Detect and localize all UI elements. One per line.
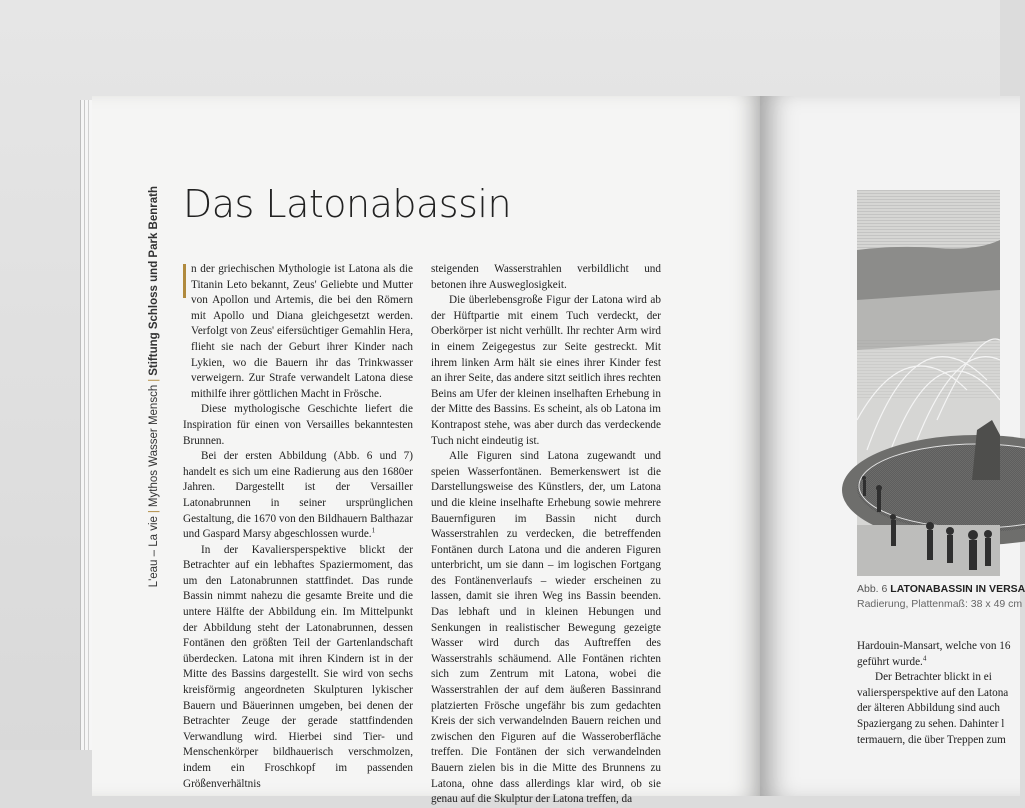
paragraph: Diese mythologische Geschichte liefert die Inspiration für einen von Versailles bekanntesten Brunnen. [183,403,413,447]
paragraph: n der griechischen Mythologie ist Latona als die Titanin Leto bekannt, Zeus' Geliebte und Mutter von Apollon und Artemis, die bei den Römern mit Apollo und Diana gleichgesetzt werden. Verfolgt von Zeus' eifersüchtiger Gemahlin Hera, flieht sie nach der Geburt ihrer Kinder nach Lykien, wo die Bauern ihr das Trinkwasser verweigern. Zur Strafe verwandelt Latona diese mithilfe ihrer göttlichen Macht in Frösche. [191,263,413,400]
paragraph: steigenden Wasserstrahlen verbildlicht und betonen ihre Ausweglosigkeit. [431,263,661,291]
running-head [143,186,165,606]
paragraph-line: Der Betrachter blickt in ei [875,671,992,684]
paragraph: In der Kavaliersperspektive blickt der Betrachter auf ein lebhaftes Spaziermoment, das um den Latonabrunnen stattfindet. Das runde Bassin nimmt nahezu die gesamte Breite und die untere Hälfte der Abbildung ein. Im Mittelpunkt der Abbildung steht der Latonabrunnen, dessen Fontänen den größten Teil der Gartenlandschaft überdecken. Latona mit ihren Kindern ist in der Mitte des Bassins dargestellt. Sie wird von sechs kreisförmig angeordneten Skulpturen lykischer Bauern und Bäuerinnen umgeben, bei denen der Betrachter Zeuge der gerade stattfindenden Verwandlung wird. Hierbei sind Tier- und Menschenkörper bildhauerisch verschmolzen, indem ein Froschkopf im passenden Größenverhältnis [183,543,413,790]
paragraph-line: Hardouin-Mansart, welche von 16 [857,640,1011,652]
figure-title: LATONABASSIN IN VERSA [890,583,1025,595]
article-title: Das Latonabassin [183,182,512,226]
paragraph-line: Spaziergang zu sehen. Dahinter l [857,717,1005,730]
paragraph: Die überlebensgroße Figur der Latona wird ab der Hüftpartie mit einem Tuch verdeckt, der Oberkörper ist nicht verhüllt. Ihr rechter Arm wird in einem Zeigegestus zur Seite gestreckt. Mit ihrem linken Arm hält sie eines ihrer Kinder fest an ihrer Seite, das andere sitzt seitlich ihres rechten Beins am Ufer der kleinen inselhaften Erhebung in der Mitte des Bassins. Es scheint, als ob Latona im Kontrapost stehe, was aber durch das verdeckende Tuch nicht eindeutig ist. [431,294,661,447]
figure-caption [857,583,1025,595]
running-head-part2: Mythos Wasser Mensch [148,384,160,508]
paragraph-text: geführt wurde. [857,655,923,668]
figure-number: Abb. 6 [857,583,888,595]
footnote-ref[interactable]: 1 [371,526,376,535]
paragraph-text: Bei der ersten Abbildung (Abb. 6 und 7) handelt es sich um eine Radierung aus den 1680er Jahren. Dargestellt ist der Versailler Latonabrunnen in seiner ursprünglichen Gestaltung, die 1670 von den Bildhauern Balthazar und Gaspard Marsy abgeschlossen wurde. [183,450,413,541]
paragraph [183,449,413,543]
running-head-part1: L'eau – La vie [148,516,160,588]
running-head-part3: Stiftung Schloss und Park Benrath [148,186,160,376]
engraving-image [857,190,1000,576]
separator: | [148,510,160,514]
text-column-2 [431,262,661,808]
footnote-ref[interactable]: 4 [922,653,927,662]
paragraph-line: der älteren Abbildung sind auch [857,702,1000,715]
separator: | [148,378,160,382]
paragraph: Alle Figuren sind Latona zugewandt und speien Wasserfontänen. Bemerkenswert ist die Darstellungsweise des Künstlers, der, um Latona und die kleine inselhafte Erhebung sowie mehrere Bauernfiguren im Bassin nicht durch Wasserstrahlen zu verdecken, die betreffenden Fontänen durch Latona und die anderen Figuren unterbricht, um sie dann – im logischen Fortgang des Fontänenverlaufs – wieder erscheinen zu lassen, damit sie ihren Weg ins Bassin beenden. Das lebhaft und in kleinen Hebungen und Senkungen in realistischer Bewegung gezeigte Wasser wird durch das Auftreffen des Wasserstrahls schäumend. Alle Fontänen richten sich zum Zentrum mit Latona, wobei die Wasserstrahlen der auf dem äußeren Bassinrand platzierten Frösche ungefähr bis zum gedachten Kreis der sich verwandelnden Bauern reichen und zwischen den Figuren auf die Wasseroberfläche treffen. Die Fontänen der sich verwandelnden Bauern zielen bis in die Mitte des Brunnens zu Latona, ohne dass allerdings klar wird, ob sie genau auf die Skulptur der Latona treffen, da [431,450,661,806]
paragraph-line: valiersperspektive auf den Latona [857,686,1009,699]
figure-subcaption: Radierung, Plattenmaß: 38 x 49 cm [857,598,1023,610]
engraving-illustration [857,190,1000,576]
paragraph-line [857,655,1007,671]
text-column-1 [183,262,413,792]
paragraph-line: termauern, die über Treppen zum [857,733,1006,746]
right-text-column [857,639,1011,748]
running-head-text [143,186,165,606]
